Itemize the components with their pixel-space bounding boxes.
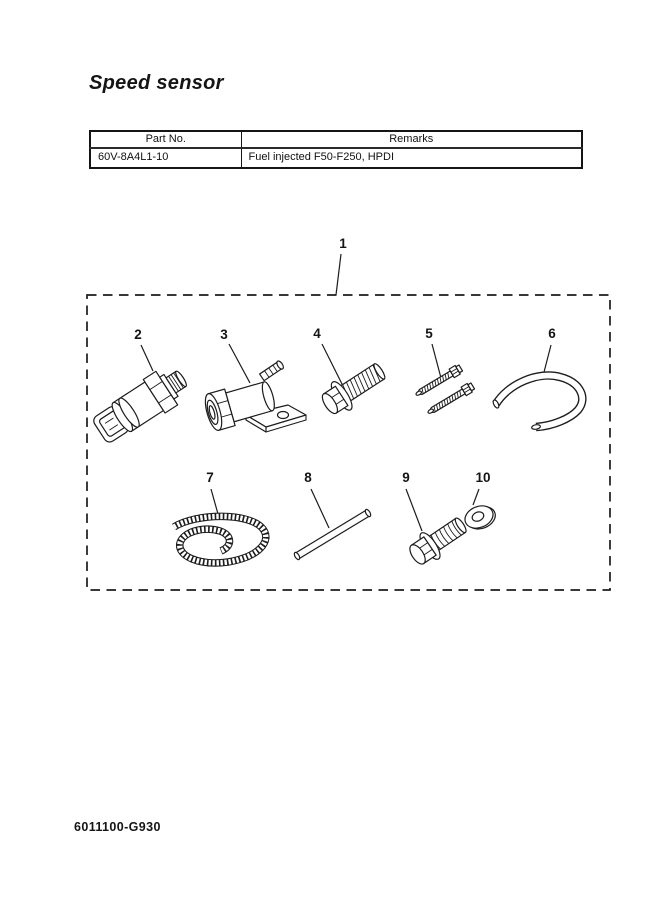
callout-number: 8 [304,470,312,485]
callout-number: 2 [134,327,142,342]
callout-number: 10 [475,470,491,485]
part-10-washer [462,470,499,534]
part-7-spiral-tube [174,470,266,563]
callout-number: 1 [339,236,347,251]
callout-number: 6 [548,326,556,341]
callout-number: 9 [402,470,410,485]
leader-line [406,489,422,531]
remarks-cell: Fuel injected F50-F250, HPDI [241,148,582,168]
part-9-flange-bolt-small [402,470,472,570]
leader-line [322,344,343,386]
part-no-cell: 60V-8A4L1-10 [90,148,241,168]
part-5-tapping-screws [414,326,476,417]
part-8-pipe [293,470,372,560]
figure-code: 6011100-G930 [74,820,161,834]
callout-1 [336,236,347,295]
leader-line [229,344,250,383]
leader-line [311,489,329,528]
part-2-speed-sensor [89,327,194,448]
callout-number: 7 [206,470,214,485]
callout-number: 3 [220,327,228,342]
kit-boundary-dashed-box [87,295,610,590]
leader-line [473,489,479,505]
leader-line [141,345,153,371]
part-4-flange-bolt [313,326,391,420]
callout-number: 4 [313,326,321,341]
column-header-remarks: Remarks [241,131,582,148]
bracket-hole [278,412,289,419]
leader-line [336,254,341,295]
callout-number: 5 [425,326,433,341]
part-3-sensor-holder-bracket [199,327,306,432]
leader-line [432,344,441,378]
part-6-hose [492,326,582,430]
column-header-part-no: Part No. [90,131,241,148]
page-title: Speed sensor [89,72,224,94]
leader-line [211,489,218,514]
